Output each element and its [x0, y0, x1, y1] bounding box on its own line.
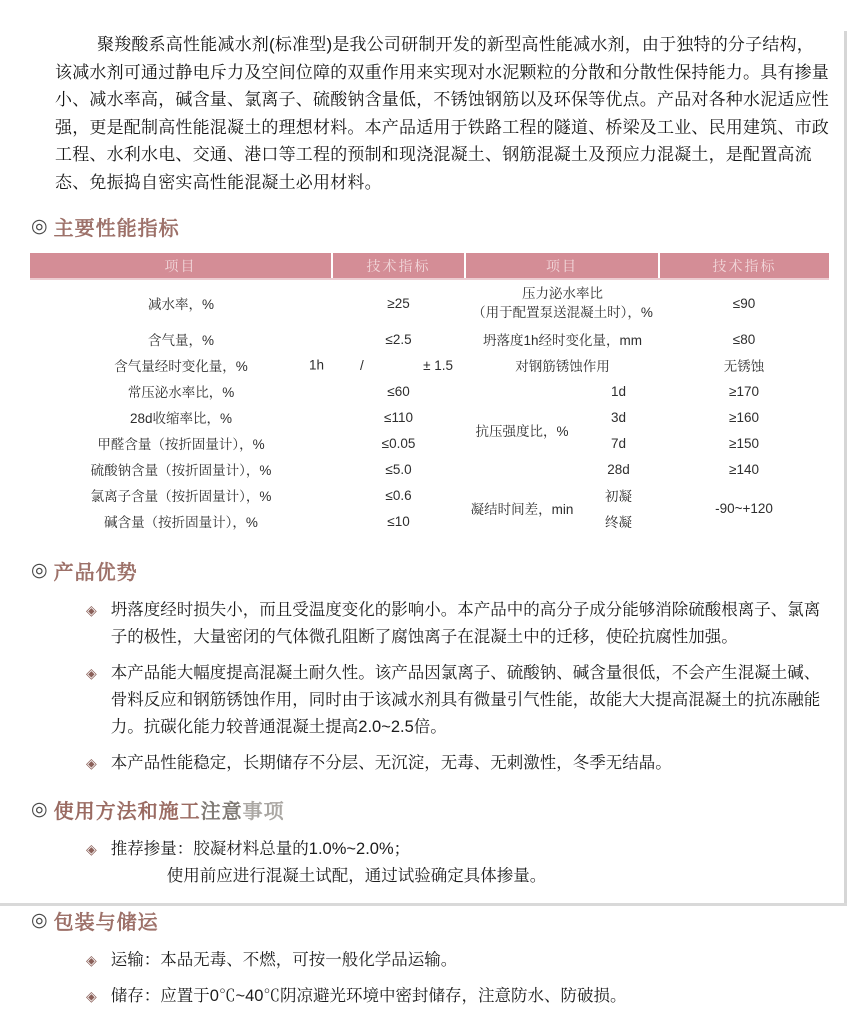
table-row — [30, 378, 465, 404]
spec-label: 坍落度1h经时变化量，mm — [482, 333, 642, 348]
spec-value: ≤80 — [732, 331, 756, 347]
performance-table-left — [30, 253, 466, 534]
spec-value: ≥150 — [729, 435, 759, 451]
section-heading-usage — [31, 795, 847, 824]
section-marker-icon: ◎ — [31, 799, 49, 820]
performance-table-wrap — [30, 253, 830, 534]
spec-label — [30, 482, 332, 508]
column-header-item: 项目 — [30, 253, 332, 279]
table-row — [30, 456, 465, 482]
table-row — [466, 482, 829, 508]
diamond-bullet-icon: ◈ — [86, 952, 97, 968]
spec-label — [30, 456, 332, 482]
usage-title-part: 使用方法和施工 — [53, 801, 201, 823]
list-item — [86, 947, 831, 974]
table-row — [466, 378, 829, 404]
table-row — [466, 279, 829, 326]
table-row — [30, 279, 465, 326]
spec-label — [30, 508, 332, 534]
performance-table-right — [466, 253, 829, 534]
spec-label-line2: （用于配置泵送混凝土时），% — [472, 305, 653, 320]
spec-value: ≥170 — [729, 383, 759, 399]
table-row — [30, 430, 465, 456]
spec-value — [332, 352, 465, 378]
spec-value: -90~+120 — [715, 500, 773, 516]
spec-label — [30, 378, 332, 404]
spec-label-text: 28d收缩率比，% — [129, 411, 233, 426]
section-heading-performance — [31, 212, 847, 241]
table-row — [466, 352, 829, 378]
section-marker-icon: ◎ — [31, 910, 49, 931]
table-header-row — [30, 253, 465, 279]
column-header-item: 项目 — [466, 253, 659, 279]
spec-value: ≥160 — [729, 409, 759, 425]
spec-value: ≥25 — [387, 295, 410, 311]
spec-group-label: 凝结时间差，min — [470, 502, 574, 517]
scan-edge-bottom — [0, 903, 847, 906]
spec-value: ≤5.0 — [385, 461, 412, 477]
diamond-bullet-icon: ◈ — [86, 665, 97, 681]
spec-label-text: 氯离子含量（按折固量计），% — [90, 489, 272, 504]
spec-value: ≤0.05 — [381, 435, 416, 451]
section-heading-packaging — [31, 906, 847, 935]
spec-label-text: 甲醛含量（按折固量计），% — [97, 437, 265, 452]
section-marker-icon: ◎ — [31, 216, 49, 237]
spec-age-label: 3d — [610, 409, 627, 425]
bullet-text: 运输：本品无毒、不燃，可按一般化学品运输。 — [110, 951, 458, 969]
spec-label — [30, 352, 332, 378]
usage-title — [54, 795, 285, 824]
spec-label-text: 碱含量（按折固量计），% — [104, 515, 258, 530]
column-header-spec: 技术指标 — [659, 253, 829, 279]
usage-title-part: 事项 — [242, 801, 285, 823]
table-row — [30, 482, 465, 508]
list-item — [86, 660, 831, 741]
packaging-list — [0, 947, 847, 1010]
section-title: 包装与储运 — [53, 912, 159, 934]
spec-value: ≤110 — [384, 409, 413, 425]
spec-label-text: 含气量经时变化量，% — [114, 359, 248, 374]
spec-label-text: 常压泌水率比，% — [127, 385, 235, 400]
spec-label: 对钢筋锈蚀作用 — [515, 359, 610, 374]
spec-value: ≤2.5 — [385, 331, 412, 347]
bullet-text: 本产品能大幅度提高混凝土耐久性。该产品因氯离子、硫酸钠、碱含量很低，不会产生混凝土碱、骨料反应和钢筋锈蚀作用，同时由于该减水剂具有微量引气性能，故能大大提高混凝土的抗冻融能力。抗碳化能力较普通混凝土提高2.0~2.5倍。 — [110, 664, 821, 736]
spec-label — [30, 430, 332, 456]
diamond-bullet-icon: ◈ — [86, 755, 97, 771]
section-heading-advantages — [31, 556, 847, 585]
diamond-bullet-icon: ◈ — [86, 988, 97, 1004]
list-item — [86, 750, 831, 777]
spec-value: 无锈蚀 — [723, 359, 765, 374]
usage-trial-text: 使用前应进行混凝土试配，通过试验确定具体掺量。 — [166, 867, 547, 885]
advantages-list — [0, 597, 847, 777]
bullet-text: 坍落度经时损失小，而且受温度变化的影响小。本产品中的高分子成分能够消除硫酸根离子、氯离子的极性，大量密闭的气体微孔阻断了腐蚀离子在混凝土中的迁移，使砼抗腐性加强。 — [110, 601, 821, 646]
spec-label-text: 含气量，% — [147, 333, 214, 348]
usage-list — [0, 836, 847, 890]
section-title: 主要性能指标 — [53, 218, 180, 240]
table-row — [466, 326, 829, 352]
spec-value: ≤0.6 — [385, 487, 412, 503]
diamond-bullet-icon: ◈ — [86, 602, 97, 618]
table-header-row — [466, 253, 829, 279]
list-item — [86, 597, 831, 651]
spec-value-split — [332, 358, 465, 373]
list-item — [86, 983, 831, 1010]
list-item — [86, 836, 831, 890]
column-header-spec: 技术指标 — [332, 253, 465, 279]
spec-value: ≤10 — [387, 513, 410, 529]
spec-label — [30, 279, 332, 326]
spec-slash: / — [360, 357, 364, 373]
table-row — [30, 404, 465, 430]
table-row — [30, 326, 465, 352]
spec-group-label: 抗压强度比，% — [475, 424, 569, 439]
bullet-text: 本产品性能稳定，长期储存不分层、无沉淀，无毒、无刺激性，冬季无结晶。 — [110, 754, 672, 772]
spec-age-label: 28d — [607, 461, 630, 477]
spec-label-line1: 压力泌水率比 — [522, 286, 603, 301]
spec-label-text: 硫酸钠含量（按折固量计），% — [90, 463, 272, 478]
table-row — [30, 508, 465, 534]
spec-value: ≥140 — [729, 461, 759, 477]
spec-sub-label: 初凝 — [605, 489, 632, 504]
spec-label — [30, 326, 332, 352]
spec-sub-label: 1h — [308, 357, 324, 373]
spec-label — [30, 404, 332, 430]
spec-value-text: ± 1.5 — [423, 357, 453, 373]
spec-value: ≤90 — [732, 295, 756, 311]
spec-age-label: 7d — [610, 435, 627, 451]
usage-dosage-text: 推荐掺量：胶凝材料总量的1.0%~2.0%； — [110, 840, 411, 858]
table-row — [30, 352, 465, 378]
spec-label — [466, 279, 659, 326]
spec-sub-label: 终凝 — [605, 515, 632, 530]
bullet-text: 储存：应置于0℃~40℃阴凉避光环境中密封储存，注意防水、防破损。 — [110, 987, 627, 1005]
spec-value: ≤60 — [387, 383, 410, 399]
usage-item-text — [111, 836, 831, 890]
intro-paragraph: 聚羧酸系高性能减水剂(标准型)是我公司研制开发的新型高性能减水剂，由于独特的分子结构，该减水剂可通过静电斥力及空间位障的双重作用来实现对水泥颗粒的分散和分散性保持能力。具有掺量小、减水率高，碱含量、氯离子、硫酸钠含量低，不锈蚀钢筋以及环保等优点。产品对各种水泥适应性强，更是配制高性能混凝土的理想材料。本产品适用于铁路工程的隧道、桥梁及工业、民用建筑、市政工程、水利水电、交通、港口等工程的预制和现浇混凝土、钢筋混凝土及预应力混凝土，是配置高流态、免振捣自密实高性能混凝土必用材料。 — [55, 35, 829, 192]
section-title: 产品优势 — [53, 562, 138, 584]
spec-label-text: 减水率，% — [147, 297, 214, 312]
section-marker-icon: ◎ — [31, 560, 49, 581]
usage-title-part: 注意 — [200, 801, 243, 823]
spec-age-label: 1d — [610, 383, 627, 399]
diamond-bullet-icon: ◈ — [86, 841, 97, 857]
